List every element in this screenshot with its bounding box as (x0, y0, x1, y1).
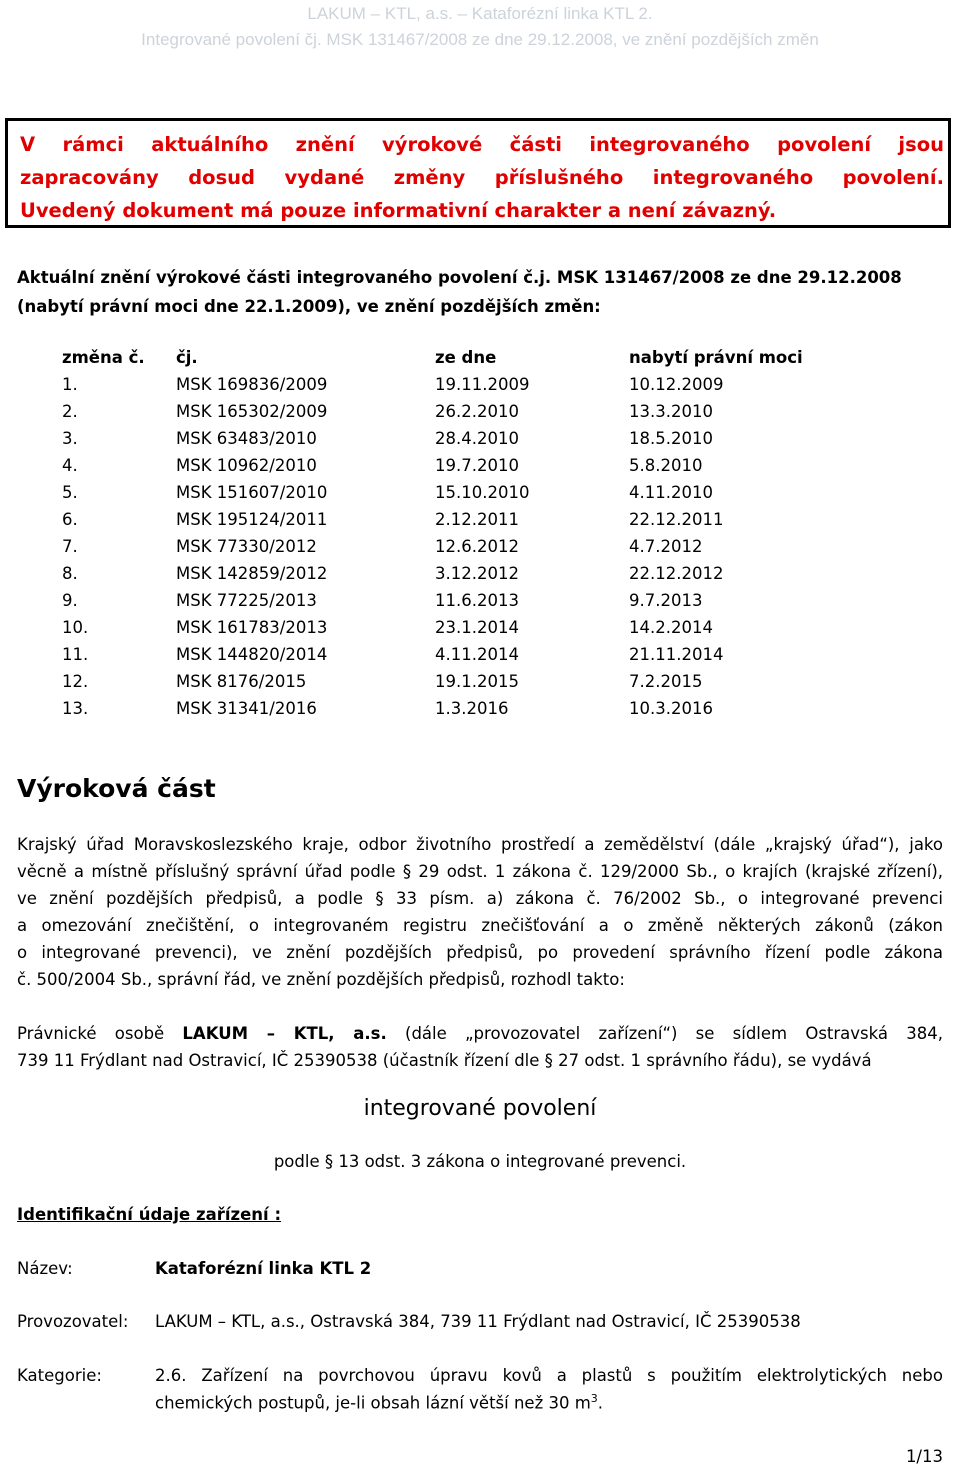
issue-date: 12.6.2012 (435, 537, 519, 556)
effective-date: 22.12.2012 (629, 564, 724, 583)
table-row (62, 587, 819, 614)
notice-line-2: zapracovány dosud vydané změny příslušného integrovaného povolení. (20, 166, 944, 189)
reference-number: MSK 10962/2010 (176, 456, 317, 475)
table-row (62, 506, 819, 533)
table-row (62, 479, 819, 506)
effective-date: 5.8.2010 (629, 456, 703, 475)
table-row (62, 533, 819, 560)
recipient-company: LAKUM – KTL, a.s. (182, 1024, 387, 1043)
issue-date: 1.3.2016 (435, 699, 509, 718)
reference-number: MSK 77330/2012 (176, 537, 317, 556)
operator-value: LAKUM – KTL, a.s., Ostravská 384, 739 11 Frýdlant nad Ostravicí, IČ 25390538 (155, 1312, 801, 1331)
effective-date: 14.2.2014 (629, 618, 713, 637)
table-row (62, 398, 819, 425)
informative-notice-box (5, 118, 951, 228)
category-text: chemických postupů, je-li obsah lázní větší než 30 m (155, 1393, 591, 1413)
issue-date: 26.2.2010 (435, 402, 519, 421)
notice-line-1: V rámci aktuálního znění výrokové části integrovaného povolení jsou (20, 133, 944, 156)
section-title: Výroková část (17, 774, 216, 803)
effective-date: 18.5.2010 (629, 429, 713, 448)
decision-paragraph-line: věcně a místně příslušný správní úřad podle § 29 odst. 1 zákona č. 129/2000 Sb., o krajích (krajské zřízení), (17, 862, 943, 881)
change-number: 11. (62, 645, 89, 664)
decision-paragraph-line: č. 500/2004 Sb., správní řád, ve znění pozdějších předpisů, rozhodl takto: (17, 970, 625, 989)
page-number: 1/13 (905, 1447, 943, 1466)
effective-date: 9.7.2013 (629, 591, 703, 610)
table-row (62, 425, 819, 452)
recipient-rest: (dále „provozovatel zařízení“) se sídlem Ostravská 384, (386, 1024, 943, 1043)
issue-date: 28.4.2010 (435, 429, 519, 448)
table-row (62, 641, 819, 668)
issue-date: 2.12.2011 (435, 510, 519, 529)
name-label: Název: (17, 1259, 73, 1278)
change-number: 3. (62, 429, 78, 448)
intro-line-2: (nabytí právní moci dne 22.1.2009), ve znění pozdějších změn: (17, 297, 601, 316)
running-header-permit: Integrované povolení čj. MSK 131467/2008 ze dne 29.12.2008, ve znění pozdějších změn (141, 30, 819, 49)
change-number: 1. (62, 375, 78, 394)
reference-number: MSK 169836/2009 (176, 375, 328, 394)
issue-date: 3.12.2012 (435, 564, 519, 583)
issue-date: 19.7.2010 (435, 456, 519, 475)
effective-date: 22.12.2011 (629, 510, 724, 529)
changes-table-header (62, 344, 819, 371)
reference-number: MSK 8176/2015 (176, 672, 307, 691)
change-number: 10. (62, 618, 89, 637)
table-row (62, 371, 819, 398)
change-number: 6. (62, 510, 78, 529)
running-header-title: LAKUM – KTL, a.s. – Kataforézní linka KTL 2. (307, 4, 653, 23)
reference-number: MSK 165302/2009 (176, 402, 328, 421)
col-header-reference: čj. (176, 348, 198, 367)
change-number: 9. (62, 591, 78, 610)
effective-date: 21.11.2014 (629, 645, 724, 664)
decision-paragraph-line: ve znění pozdějších předpisů, a podle § 33 písm. a) zákona č. 76/2002 Sb., o integrované prevenci (17, 889, 943, 908)
reference-number: MSK 161783/2013 (176, 618, 328, 637)
effective-date: 4.11.2010 (629, 483, 713, 502)
reference-number: MSK 142859/2012 (176, 564, 328, 583)
reference-number: MSK 195124/2011 (176, 510, 328, 529)
notice-line-3: Uvedený dokument má pouze informativní charakter a není závazný. (20, 199, 777, 222)
effective-date: 10.3.2016 (629, 699, 713, 718)
category-label: Kategorie: (17, 1366, 102, 1385)
change-number: 12. (62, 672, 89, 691)
changes-table (62, 344, 819, 722)
issue-date: 19.1.2015 (435, 672, 519, 691)
decision-paragraph-line: Krajský úřad Moravskoslezského kraje, odbor životního prostředí a zemědělství (dále „krajský úřad“), jako (17, 835, 943, 854)
name-value: Kataforézní linka KTL 2 (155, 1259, 372, 1278)
issue-date: 4.11.2014 (435, 645, 519, 664)
category-line-2 (155, 1392, 603, 1413)
intro-line-1: Aktuální znění výrokové části integrovaného povolení č.j. MSK 131467/2008 ze dne 29.12.2008 (17, 268, 902, 287)
decision-paragraph-line: o integrované prevenci), ve znění pozdějších předpisů, po provedení správního řízení podle zákona (17, 943, 943, 962)
change-number: 4. (62, 456, 78, 475)
effective-date: 13.3.2010 (629, 402, 713, 421)
change-number: 13. (62, 699, 89, 718)
recipient-line-2: 739 11 Frýdlant nad Ostravicí, IČ 25390538 (účastník řízení dle § 27 odst. 1 správního řádu), se vydává (17, 1051, 872, 1070)
table-row (62, 452, 819, 479)
change-number: 7. (62, 537, 78, 556)
reference-number: MSK 63483/2010 (176, 429, 317, 448)
change-number: 5. (62, 483, 78, 502)
effective-date: 7.2.2015 (629, 672, 703, 691)
effective-date: 10.12.2009 (629, 375, 724, 394)
table-row (62, 668, 819, 695)
operator-label: Provozovatel: (17, 1312, 129, 1331)
category-line-1: 2.6. Zařízení na povrchovou úpravu kovů a plastů s použitím elektrolytických nebo (155, 1366, 943, 1385)
grant-basis: podle § 13 odst. 3 zákona o integrované prevenci. (273, 1152, 687, 1171)
change-number: 2. (62, 402, 78, 421)
reference-number: MSK 77225/2013 (176, 591, 317, 610)
reference-number: MSK 31341/2016 (176, 699, 317, 718)
issue-date: 19.11.2009 (435, 375, 530, 394)
col-header-date: ze dne (435, 348, 497, 367)
category-end: . (597, 1393, 604, 1413)
reference-number: MSK 151607/2010 (176, 483, 328, 502)
issue-date: 11.6.2013 (435, 591, 519, 610)
table-row (62, 695, 819, 722)
col-header-effective: nabytí právní moci (629, 348, 803, 367)
recipient-prefix: Právnické osobě (17, 1024, 183, 1043)
recipient-line-1 (17, 1024, 943, 1043)
identification-heading: Identifikační údaje zařízení : (17, 1205, 282, 1224)
issue-date: 23.1.2014 (435, 618, 519, 637)
grant-title: integrované povolení (363, 1096, 597, 1121)
reference-number: MSK 144820/2014 (176, 645, 328, 664)
category-superscript: 3 (590, 1392, 598, 1405)
change-number: 8. (62, 564, 78, 583)
issue-date: 15.10.2010 (435, 483, 530, 502)
table-row (62, 560, 819, 587)
table-row (62, 614, 819, 641)
col-header-change-no: změna č. (62, 348, 145, 367)
effective-date: 4.7.2012 (629, 537, 703, 556)
decision-paragraph-line: a omezování znečištění, o integrovaném registru znečišťování a o změně některých zákonů (zákon (17, 916, 943, 935)
